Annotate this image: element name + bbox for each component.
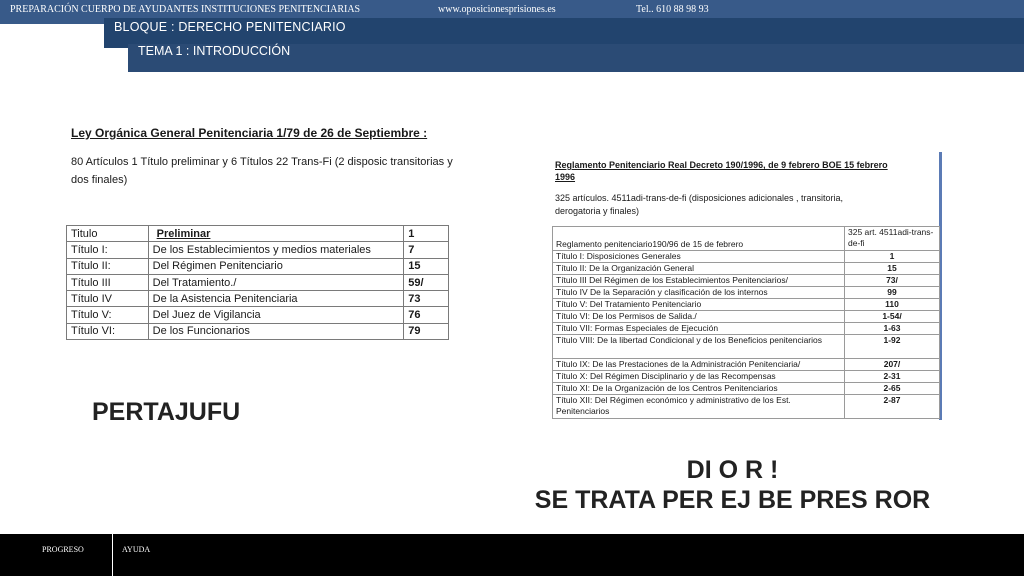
website-link[interactable]: www.oposicionesprisiones.es	[438, 4, 556, 15]
progreso-button[interactable]: PROGRESO	[42, 545, 84, 554]
mnemonic-line-2: SE TRATA PER EJ BE PRES ROR	[534, 486, 931, 514]
num-cell: 7	[404, 242, 449, 258]
num-cell: 1-54/	[845, 311, 940, 323]
ley-table	[66, 225, 449, 340]
nombre-cell: De los Establecimientos y medios materiales	[148, 242, 404, 258]
num-cell: 99	[845, 287, 940, 299]
reglamento-panel	[548, 152, 942, 420]
table-row	[553, 311, 940, 323]
num-cell: 110	[845, 299, 940, 311]
texto-cell: Título V: Del Tratamiento Penitenciario	[553, 299, 845, 311]
nombre-cell: Del Tratamiento./	[148, 274, 404, 290]
titulo-cell: Titulo	[67, 226, 149, 242]
texto-cell: Título XI: De la Organización de los Centros Penitenciarios	[553, 383, 845, 395]
num-cell: 1-63	[845, 323, 940, 335]
num-cell: 2-31	[845, 371, 940, 383]
num-cell: 1-92	[845, 335, 940, 359]
texto-cell: Título VIII: De la libertad Condicional y de los Beneficios penitenciarios	[553, 335, 845, 359]
ley-title: Ley Orgánica General Penitenciaria 1/79 de 26 de Septiembre :	[71, 126, 428, 140]
phone-number: Tel.. 610 88 98 93	[636, 4, 709, 15]
nombre-cell: De la Asistencia Penitenciaria	[148, 291, 404, 307]
table-row	[553, 395, 940, 419]
num-cell: 79	[404, 323, 449, 339]
texto-cell: Título VII: Formas Especiales de Ejecución	[553, 323, 845, 335]
mnemonic-line-1: DI O R !	[686, 456, 779, 484]
table-row	[67, 274, 449, 290]
header-cell: 325 art. 4511adi-trans-de-fi	[845, 227, 940, 251]
ley-description: 80 Artículos 1 Título preliminar y 6 Títulos 22 Trans-Fi (2 disposic transitorias y dos finales)	[71, 156, 453, 186]
titulo-cell: Título III	[67, 274, 149, 290]
table-row	[553, 371, 940, 383]
tema-title: TEMA 1 : INTRODUCCIÓN	[138, 44, 291, 58]
table-row	[553, 383, 940, 395]
texto-cell: Título XII: Del Régimen económico y administrativo de los Est. Penitenciarios	[553, 395, 845, 419]
texto-cell: Título VI: De los Permisos de Salida./	[553, 311, 845, 323]
header-cell: Reglamento penitenciario190/96 de 15 de febrero	[553, 227, 845, 251]
titulo-cell: Título VI:	[67, 323, 149, 339]
nombre-cell: Preliminar	[148, 226, 404, 242]
titulo-cell: Título V:	[67, 307, 149, 323]
mnemonic-reglamento	[520, 455, 945, 515]
table-row	[67, 226, 449, 242]
titulo-cell: Título I:	[67, 242, 149, 258]
reglamento-table	[552, 226, 940, 419]
footer-bar	[0, 534, 1024, 576]
num-cell: 2-87	[845, 395, 940, 419]
table-row	[553, 359, 940, 371]
table-row	[67, 242, 449, 258]
table-row	[553, 287, 940, 299]
reglamento-title: Reglamento Penitenciario Real Decreto 190/1996, de 9 febrero BOE 15 febrero 1996	[555, 160, 888, 182]
num-cell: 73	[404, 291, 449, 307]
nombre-cell: Del Juez de Vigilancia	[148, 307, 404, 323]
table-row	[67, 291, 449, 307]
table-row	[553, 263, 940, 275]
nombre-cell: Del Régimen Penitenciario	[148, 258, 404, 274]
texto-cell: Título III Del Régimen de los Establecimientos Penitenciarios/	[553, 275, 845, 287]
table-header-row	[553, 227, 940, 251]
titulo-cell: Título II:	[67, 258, 149, 274]
num-cell: 2-65	[845, 383, 940, 395]
texto-cell: Título II: De la Organización General	[553, 263, 845, 275]
texto-cell: Título X: Del Régimen Disciplinario y de las Recompensas	[553, 371, 845, 383]
table-row	[553, 299, 940, 311]
mnemonic-ley: PERTAJUFU	[92, 398, 241, 426]
num-cell: 15	[404, 258, 449, 274]
num-cell: 76	[404, 307, 449, 323]
texto-cell: Título IV De la Separación y clasificación de los internos	[553, 287, 845, 299]
num-cell: 15	[845, 263, 940, 275]
ayuda-button[interactable]: AYUDA	[122, 545, 151, 554]
texto-cell: Título I: Disposiciones Generales	[553, 251, 845, 263]
table-row	[67, 258, 449, 274]
footer-divider	[112, 534, 113, 576]
num-cell: 73/	[845, 275, 940, 287]
table-row	[553, 275, 940, 287]
table-row	[67, 307, 449, 323]
table-row	[553, 335, 940, 359]
num-cell: 207/	[845, 359, 940, 371]
table-row	[553, 323, 940, 335]
reglamento-description: 325 artículos. 4511adi-trans-de-fi (disposiciones adicionales , transitoria, derogatoria y finales)	[555, 193, 843, 216]
nombre-cell: De los Funcionarios	[148, 323, 404, 339]
num-cell: 59/	[404, 274, 449, 290]
course-title: PREPARACIÓN CUERPO DE AYUDANTES INSTITUCIONES PENITENCIARIAS	[10, 4, 361, 15]
titulo-cell: Título IV	[67, 291, 149, 307]
texto-cell: Título IX: De las Prestaciones de la Administración Penitenciaria/	[553, 359, 845, 371]
num-cell: 1	[845, 251, 940, 263]
table-row	[67, 323, 449, 339]
table-row	[553, 251, 940, 263]
bloque-title: BLOQUE : DERECHO PENITENCIARIO	[114, 20, 346, 34]
num-cell: 1	[404, 226, 449, 242]
